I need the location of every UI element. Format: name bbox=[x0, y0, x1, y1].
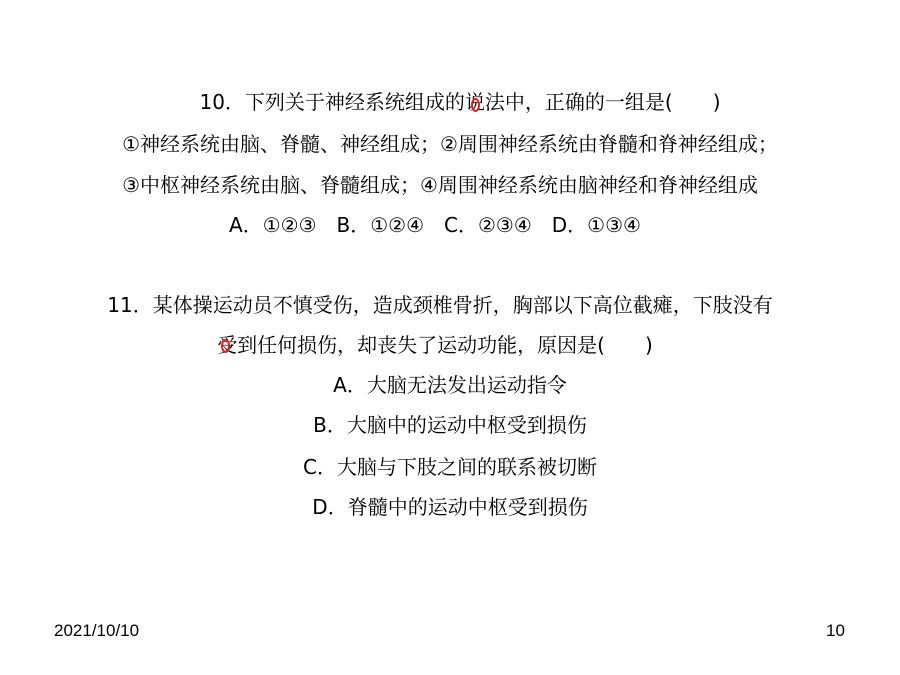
question-11-option-c: C．大脑与下肢之间的联系被切断 bbox=[303, 455, 597, 479]
question-11-option-d: D．脊髓中的运动中枢受到损伤 bbox=[312, 495, 588, 519]
question-11-stem-line-1: 11．某体操运动员不慎受伤，造成颈椎骨折，胸部以下高位截瘫，下肢没有 bbox=[107, 293, 773, 317]
question-11-option-a: A．大脑无法发出运动指令 bbox=[333, 373, 567, 397]
question-10-statement-line-2: ③中枢神经系统由脑、脊髓组成；④周围神经系统由脑神经和脊神经组成 bbox=[122, 173, 758, 197]
red-annotation-mark-icon bbox=[221, 339, 230, 353]
question-11-option-b: B．大脑中的运动中枢受到损伤 bbox=[313, 413, 587, 437]
question-11-stem-line-2: 受到任何损伤，却丧失了运动功能，原因是( ) bbox=[217, 333, 653, 357]
question-10-stem: 10．下列关于神经系统组成的说法中，正确的一组是( ) bbox=[199, 90, 721, 114]
question-10-options: A．①②③ B．①②④ C．②③④ D．①③④ bbox=[229, 213, 641, 237]
page-number: 10 bbox=[826, 621, 845, 640]
red-annotation-mark-icon bbox=[471, 98, 480, 112]
question-10-statement-line-1: ①神经系统由脑、脊髓、神经组成；②周围神经系统由脊髓和脊神经组成； bbox=[122, 132, 778, 156]
footer-date: 2021/10/10 bbox=[54, 621, 140, 640]
